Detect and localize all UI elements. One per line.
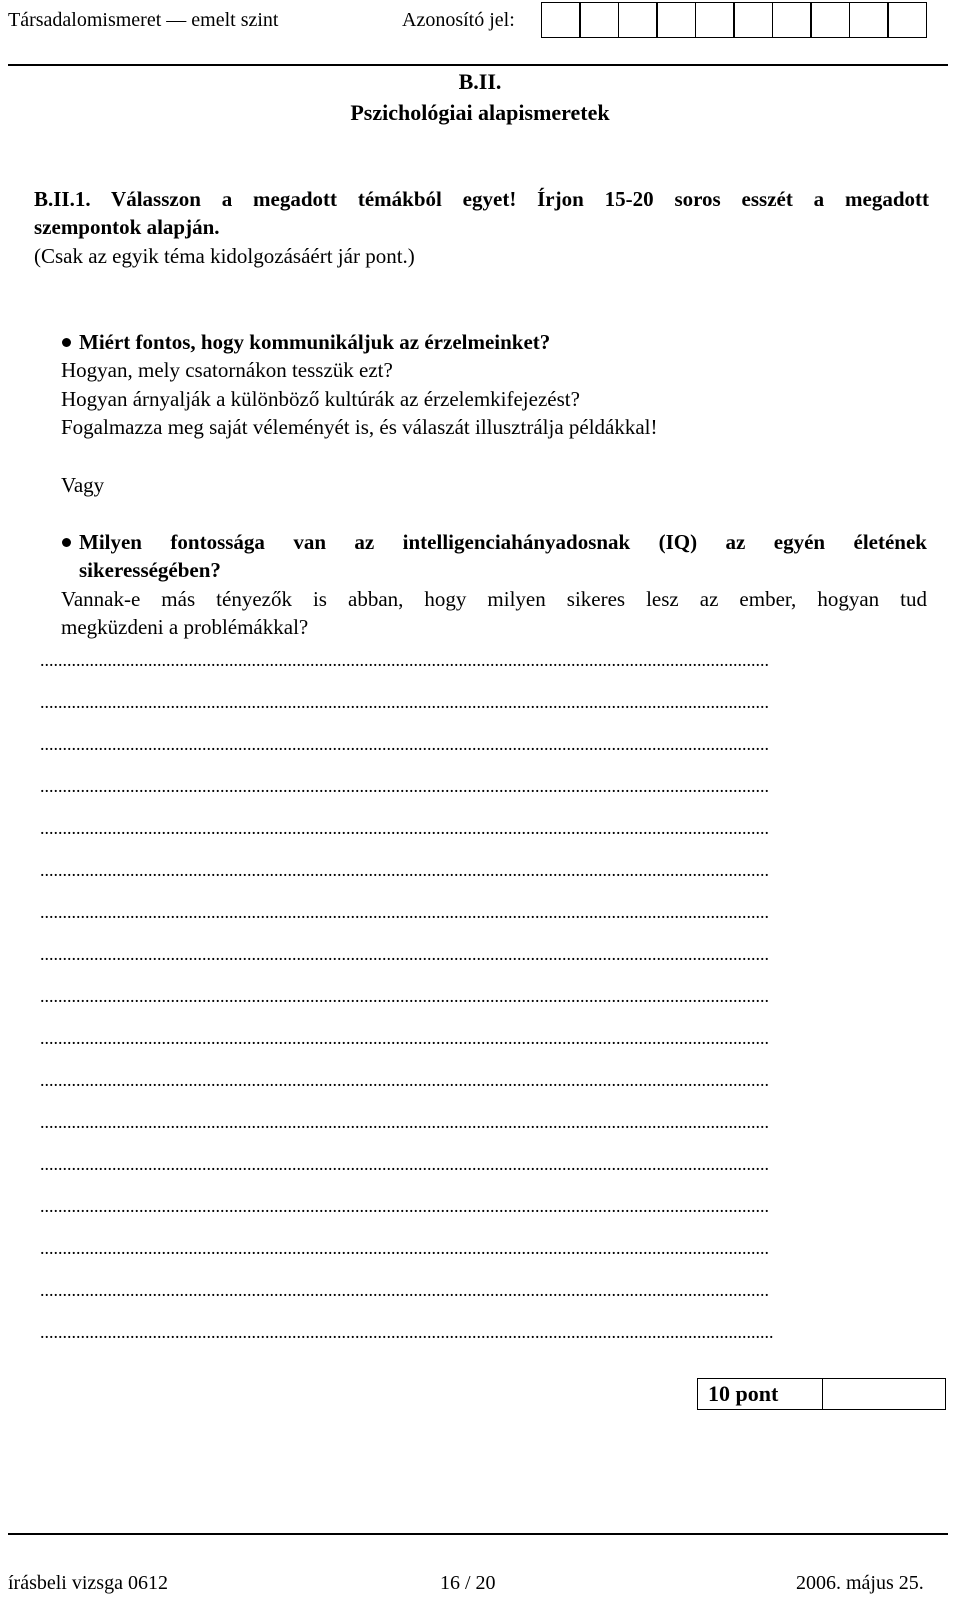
- topic2-text-line1: Vannak-e más tényezők is abban, hogy milyen sikeres lesz az ember, hogyan tud: [61, 587, 927, 611]
- topic1-line: Hogyan árnyalják a különböző kultúrák az érzelemkifejezést?: [61, 387, 580, 411]
- id-box[interactable]: [772, 2, 812, 38]
- section-title: Pszichológiai alapismeretek: [350, 100, 610, 125]
- answer-line[interactable]: ..................................................................................................................................................................: [40, 944, 769, 964]
- id-box[interactable]: [618, 2, 658, 38]
- id-box[interactable]: [541, 2, 581, 38]
- topic1-line: Fogalmazza meg saját véleményét is, és válaszát illusztrálja példákkal!: [61, 415, 658, 439]
- id-box[interactable]: [810, 2, 850, 38]
- topic2-text-line2: megküzdeni a problémákkal?: [61, 615, 309, 639]
- footer-rule: [8, 1533, 948, 1535]
- id-box[interactable]: [695, 2, 735, 38]
- answer-line[interactable]: ..................................................................................................................................................................: [40, 776, 769, 796]
- answer-line[interactable]: ..................................................................................................................................................................: [40, 1196, 769, 1216]
- id-box[interactable]: [849, 2, 889, 38]
- bullet-icon: [62, 538, 71, 547]
- answer-line[interactable]: ..................................................................................................................................................................: [40, 860, 769, 880]
- id-box[interactable]: [887, 2, 927, 38]
- header-id-label: Azonosító jel:: [402, 9, 515, 31]
- topic2-question-line2: sikerességében?: [79, 558, 221, 582]
- or-label: Vagy: [61, 473, 105, 497]
- answer-line[interactable]: ..................................................................................................................................................................: [40, 818, 769, 838]
- footer-page: 16 / 20: [440, 1572, 496, 1594]
- answer-line[interactable]: ..................................................................................................................................................................: [40, 1280, 769, 1300]
- footer-exam: írásbeli vizsga 0612: [8, 1572, 168, 1594]
- answer-line[interactable]: ..................................................................................................................................................................: [40, 734, 769, 754]
- id-boxes: [542, 2, 927, 38]
- task-note: (Csak az egyik téma kidolgozásáért jár pont.): [34, 244, 415, 268]
- score-cell[interactable]: [823, 1379, 945, 1409]
- answer-line[interactable]: ..................................................................................................................................................................: [40, 692, 769, 712]
- answer-line[interactable]: ...................................................................................................................................................................: [40, 1322, 774, 1342]
- id-box[interactable]: [733, 2, 773, 38]
- answer-line[interactable]: ..................................................................................................................................................................: [40, 986, 769, 1006]
- header-subject: Társadalomismeret — emelt szint: [8, 9, 279, 31]
- score-label: 10 pont: [698, 1379, 823, 1409]
- score-box: [697, 1378, 946, 1410]
- answer-line[interactable]: ..................................................................................................................................................................: [40, 902, 769, 922]
- answer-line[interactable]: ..................................................................................................................................................................: [40, 1154, 769, 1174]
- answer-line[interactable]: ..................................................................................................................................................................: [40, 650, 769, 670]
- answer-line[interactable]: ..................................................................................................................................................................: [40, 1112, 769, 1132]
- bullet-icon: [62, 338, 71, 347]
- topic2-question-line1: Milyen fontossága van az intelligenciahányadosnak (IQ) az egyén életének: [79, 530, 927, 554]
- id-box[interactable]: [656, 2, 696, 38]
- header-rule: [8, 64, 948, 66]
- answer-line[interactable]: ..................................................................................................................................................................: [40, 1028, 769, 1048]
- id-box[interactable]: [579, 2, 619, 38]
- answer-line[interactable]: ..................................................................................................................................................................: [40, 1238, 769, 1258]
- answer-line[interactable]: ..................................................................................................................................................................: [40, 1070, 769, 1090]
- topic1-question: Miért fontos, hogy kommunikáljuk az érzelmeinket?: [79, 330, 551, 354]
- task-lead-line1: B.II.1. Válasszon a megadott témákból egyet! Írjon 15-20 soros esszét a megadott: [34, 187, 929, 211]
- section-code: B.II.: [458, 69, 502, 94]
- topic1-line: Hogyan, mely csatornákon tesszük ezt?: [61, 358, 393, 382]
- footer-date: 2006. május 25.: [796, 1572, 924, 1594]
- task-lead-line2: szempontok alapján.: [34, 215, 220, 239]
